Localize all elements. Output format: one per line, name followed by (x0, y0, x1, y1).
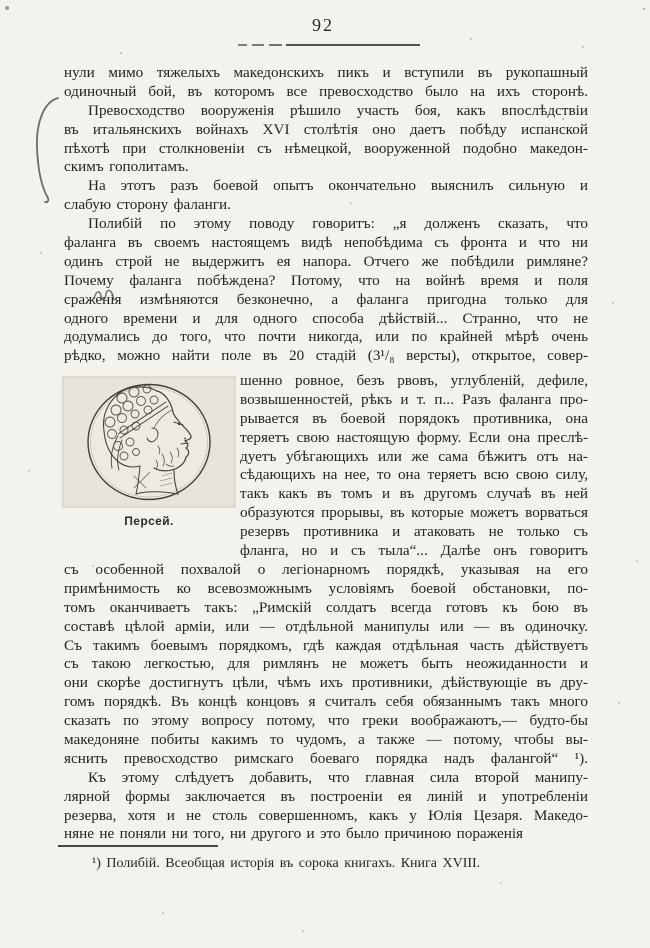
text-line: резервъ противника и атаковать не только съ (240, 523, 588, 541)
text-line: фланга, но и съ тыла“... Далѣе онъ говоритъ (240, 542, 588, 560)
text-line: Полибій по этому поводу говоритъ: „я долженъ сказать, что (88, 215, 588, 233)
footnote (92, 856, 572, 872)
figure-caption: Персей. (124, 514, 174, 528)
text-line: возвышенностей, рѣкъ и т. п... Разъ фаланга про- (240, 390, 588, 408)
rule-dash (238, 44, 247, 46)
text-line: одного времени и для одного способа дѣйствій... Странно, что не (64, 309, 588, 327)
text-line: въ итальянскихъ войнахъ XVI столѣтія оно даетъ побѣду испанской (64, 120, 588, 138)
body-text-block-top (64, 64, 588, 366)
pencil-margin-bracket-mark (26, 96, 66, 208)
text-line: яснить превосходство римскаго боеваго порядка надъ фалангой“ ¹). (64, 749, 588, 767)
text-line: примѣнимость ко всевозможнымъ условіямъ боевой обстановки, по- (64, 579, 588, 597)
text-line: составѣ цѣлой арміи, или — отдѣльной манипулы или — въ одиночку. (64, 617, 588, 635)
text-line: лярной формы заключается въ построеніи ея линій и употребленіи (64, 787, 588, 805)
text-line: шенно ровное, безъ рвовъ, углубленій, дефиле, (240, 372, 588, 389)
text-line: македоняне побиты какимъ то чудомъ, а также — потому, чтобы вы- (64, 731, 588, 749)
page-number: 92 (312, 15, 334, 35)
text-line: Почему фаланга побѣждена? Потому, что на войнѣ время и поля (64, 271, 588, 289)
text-line: фаланга въ своемъ настоящемъ видѣ непобѣдима съ фронта и что ни (64, 234, 588, 252)
text-line: На этотъ разъ боевой опытъ окончательно выяснилъ сильную и (88, 177, 588, 195)
text-line: рѣдко, можно найти поле въ 20 стадій (3¹/₈ версты), открытое, совер- (64, 347, 588, 365)
text-line: нули мимо тяжелыхъ македонскихъ пикъ и вступили въ рукопашный (64, 64, 588, 81)
text-line: одинъ строй не выдержитъ ея напора. Отчего же побѣдили римляне? (64, 252, 588, 270)
text-line: дуетъ убѣгающихъ или же сама бѣжитъ отъ на- (240, 447, 588, 465)
text-line: сраженія измѣняются безконечно, а фаланга пригодна только для (64, 290, 588, 308)
perseus-portrait-engraving (62, 376, 236, 508)
figure-and-wrapped-text (62, 372, 588, 561)
text-line: томъ оканчиваетъ такъ: „Римскій солдатъ всегда готовъ къ бою въ (64, 598, 588, 616)
text-line: теряетъ свою настоящую форму. Если она преслѣ- (240, 428, 588, 446)
scan-specks (0, 0, 2, 2)
text-line: пѣхотѣ при столкновеніи съ нѣмецкой, вооруженной подобно македон- (64, 139, 588, 157)
footnote-marker: ¹) (92, 856, 101, 871)
footnote-text: Полибій. Всеобщая исторія въ сорока книгахъ. Книга XVIII. (106, 856, 481, 871)
body-text-wrapped (240, 372, 588, 561)
text-line: такъ какъ въ томъ и въ другомъ случаѣ въ ней (240, 485, 588, 503)
text-line: резерва, хотя и не столь совершенномъ, какъ у Юлія Цезаря. Македо- (64, 806, 588, 824)
text-line: сѣдающихъ на нее, то она теряетъ всю свою силу, (240, 466, 588, 484)
text-line: рывается въ боевой порядокъ противника, она (240, 409, 588, 427)
text-line: скимъ гополитамъ. (64, 158, 189, 176)
text-line: Съ такимъ боевымъ порядкомъ, гдѣ каждая отдѣльная часть дѣйствуетъ (64, 636, 588, 654)
text-line: образуются прорывы, въ которые можетъ ворваться (240, 504, 588, 522)
text-line: няне не поняли ни того, ни другого и это было причиною пораженія (64, 825, 524, 843)
text-line: одиночный бой, въ которомъ все превосходство было на ихъ сторонѣ. (64, 82, 588, 100)
text-line: Превосходство вооруженія рѣшило участь боя, какъ впослѣдствіи (88, 101, 588, 119)
body-text-block-bottom (64, 561, 588, 844)
text-line: съ такою легкостью, для римлянъ не можетъ быть неожиданности и (64, 655, 588, 673)
figure (62, 376, 236, 528)
footnote-rule (58, 845, 218, 847)
rule-dash (269, 44, 282, 46)
text-line: слабую сторону фаланги. (64, 196, 231, 214)
text-line: додумались до того, что почти никогда, или по крайней мѣрѣ очень (64, 328, 588, 346)
rule-line (286, 44, 420, 46)
text-line: съ особенной похвалой о легіонарномъ порядкѣ, указывая на его (64, 561, 588, 578)
rule-dash (252, 44, 264, 46)
text-line: сказать по этому вопросу потому, что греки воображаютъ,— будто-бы (64, 712, 588, 730)
text-line: гомъ порядкѣ. Въ концѣ концовъ я считалъ себя обязаннымъ такъ много (64, 693, 588, 711)
text-line: Къ этому слѣдуетъ добавить, что главная сила второй манипу- (88, 768, 588, 786)
text-line: они скорѣе достигнутъ цѣли, чѣмъ ихъ противники, дѣйствующіе въ дру- (64, 674, 588, 692)
